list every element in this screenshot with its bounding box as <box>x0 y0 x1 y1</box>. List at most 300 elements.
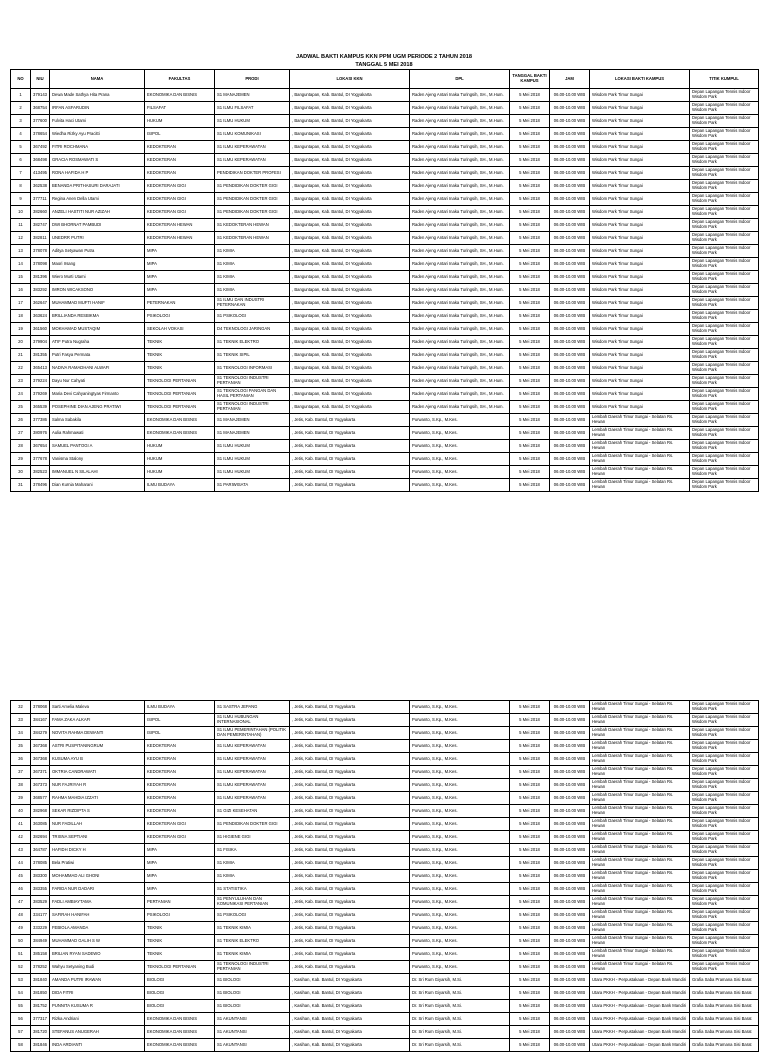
cell-titik-kumpul: Depan Lapangan Tennis Indoor Wisdom Park <box>690 896 759 909</box>
cell-tanggal: 5 Mei 2018 <box>510 258 550 271</box>
cell-no: 22 <box>11 362 31 375</box>
table-row <box>11 870 759 883</box>
cell-dpl: Raden Ajeng Antari Inaka Turingsih, SH., M.Hum. <box>410 219 510 232</box>
cell-tanggal: 5 Mei 2018 <box>510 466 550 479</box>
cell-jam: 06.00-10.00 WIB <box>550 701 590 714</box>
table-row <box>11 89 759 102</box>
cell-no: 33 <box>11 714 31 727</box>
cell-jam: 06.00-10.00 WIB <box>550 440 590 453</box>
cell-dpl: Dr. Sri Rum Giyarsih, M.Si. <box>410 1026 510 1039</box>
cell-titik-kumpul: Depan Lapangan Tennis Indoor Wisdom Park <box>690 479 759 492</box>
cell-jam: 06.00-10.00 WIB <box>550 844 590 857</box>
cell-nama: Wiero Murti Utami <box>50 271 145 284</box>
cell-niu: 382747 <box>31 219 50 232</box>
cell-niu: 363624 <box>31 310 50 323</box>
cell-nama: Wiedha Rizky Ayu Pracitti <box>50 128 145 141</box>
cell-tanggal: 5 Mei 2018 <box>510 310 550 323</box>
table-row <box>11 740 759 753</box>
cell-niu: 362647 <box>31 297 50 310</box>
table-row <box>11 297 759 310</box>
cell-tanggal: 5 Mei 2018 <box>510 193 550 206</box>
cell-no: 44 <box>11 857 31 870</box>
cell-no: 12 <box>11 232 31 245</box>
cell-no: 57 <box>11 1026 31 1039</box>
cell-tanggal: 5 Mei 2018 <box>510 1013 550 1026</box>
cell-nama: Sarti Amelia Maleva <box>50 701 145 714</box>
cell-lokasi-kkn: , Jetis, Kab. Bantul, DI Yogyakarta <box>290 414 410 427</box>
cell-lokasi-bakti: Lembah Daerah Timur Sungai - Selatan Rs. Hewan <box>590 766 690 779</box>
cell-jam: 06.00-10.00 WIB <box>550 193 590 206</box>
cell-dpl: Purwanto, S.Kp., M.Kes. <box>410 831 510 844</box>
table-row <box>11 271 759 284</box>
cell-fakultas: TEKNOLOGI PERTANIAN <box>145 961 215 974</box>
cell-niu: 383300 <box>31 870 50 883</box>
cell-fakultas: EKONOMIKA DAN BISNIS <box>145 1039 215 1052</box>
cell-prodi: S1 TEKNOLOGI INFORMASI <box>215 362 290 375</box>
column-header: TITIK KUMPUL <box>690 70 759 89</box>
cell-no: 6 <box>11 154 31 167</box>
cell-dpl: Purwanto, S.Kp., M.Kes. <box>410 844 510 857</box>
cell-prodi: S1 TEKNOLOGI INDUSTRI PERTANIAN <box>215 961 290 974</box>
cell-jam: 06.00-10.00 WIB <box>550 388 590 401</box>
cell-dpl: Purwanto, S.Kp., M.Kes. <box>410 479 510 492</box>
cell-tanggal: 5 Mei 2018 <box>510 362 550 375</box>
cell-fakultas: KEDOKTERAN <box>145 740 215 753</box>
cell-no: 35 <box>11 740 31 753</box>
table-row <box>11 310 759 323</box>
cell-nama: RONA HAFIDA H P <box>50 167 145 180</box>
cell-nama: MOHAMMAD ALI GHONI <box>50 870 145 883</box>
cell-nama: Salma Sabakila <box>50 414 145 427</box>
cell-titik-kumpul: Depan Lapangan Tennis Indoor Wisdom Park <box>690 935 759 948</box>
cell-no: 52 <box>11 961 31 974</box>
cell-titik-kumpul: Depan Lapangan Tennis Indoor Wisdom Park <box>690 727 759 740</box>
cell-nama: NUR FADILLAH <box>50 818 145 831</box>
cell-nama: BENANDA PRITHASURI DARAJATI <box>50 180 145 193</box>
table-row <box>11 987 759 1000</box>
cell-dpl: Raden Ajeng Antari Inaka Turingsih, SH., M.Hum. <box>410 297 510 310</box>
cell-titik-kumpul: Depan Lapangan Tennis Indoor Wisdom Park <box>690 792 759 805</box>
cell-niu: 380976 <box>31 427 50 440</box>
cell-jam: 06.00-10.00 WIB <box>550 401 590 414</box>
cell-fakultas: MIPA <box>145 883 215 896</box>
table-row <box>11 714 759 727</box>
table-row <box>11 727 759 740</box>
cell-prodi: S1 PSIKOLOGI <box>215 310 290 323</box>
cell-dpl: Raden Ajeng Antari Inaka Turingsih, SH., M.Hum. <box>410 232 510 245</box>
cell-jam: 06.00-10.00 WIB <box>550 740 590 753</box>
cell-niu: 378085 <box>31 857 50 870</box>
cell-nama: Aditya Setyawan Putra <box>50 245 145 258</box>
cell-dpl: Purwanto, S.Kp., M.Kes. <box>410 961 510 974</box>
cell-lokasi-kkn: , Jetis, Kab. Bantul, DI Yogyakarta <box>290 922 410 935</box>
cell-lokasi-bakti: Lembah Daerah Timur Sungai - Selatan Rs. Hewan <box>590 740 690 753</box>
cell-nama: DWI BHORNAT PAMBUDI <box>50 219 145 232</box>
cell-lokasi-kkn: , Kasihan, Kab. Bantul, DI Yogyakarta <box>290 1026 410 1039</box>
cell-fakultas: KEDOKTERAN GIGI <box>145 831 215 844</box>
cell-niu: 381396 <box>31 271 50 284</box>
table-row <box>11 258 759 271</box>
cell-niu: 368754 <box>31 102 50 115</box>
cell-lokasi-kkn: , Banguntapan, Kab. Bantul, DI Yogyakarta <box>290 193 410 206</box>
cell-lokasi-kkn: , Jetis, Kab. Bantul, DI Yogyakarta <box>290 935 410 948</box>
cell-dpl: Raden Ajeng Antari Inaka Turingsih, SH., M.Hum. <box>410 167 510 180</box>
cell-dpl: Purwanto, S.Kp., M.Kes. <box>410 948 510 961</box>
column-header: NAMA <box>50 70 145 89</box>
cell-niu: 382694 <box>31 831 50 844</box>
table-row <box>11 883 759 896</box>
cell-jam: 06.00-10.00 WIB <box>550 115 590 128</box>
cell-lokasi-kkn: , Jetis, Kab. Bantul, DI Yogyakarta <box>290 818 410 831</box>
cell-no: 34 <box>11 727 31 740</box>
cell-tanggal: 5 Mei 2018 <box>510 336 550 349</box>
cell-titik-kumpul: Depan Lapangan Tennis Indoor Wisdom Park <box>690 167 759 180</box>
cell-nama: ANZELI HASTITI NUR AZIZAH <box>50 206 145 219</box>
cell-prodi: S1 PENYULUHAN DAN KOMUNIKASI PERTANIAN <box>215 896 290 909</box>
cell-lokasi-kkn: , Banguntapan, Kab. Bantul, DI Yogyakarta <box>290 167 410 180</box>
cell-niu: 378078 <box>31 245 50 258</box>
cell-titik-kumpul: Depan Lapangan Tennis Indoor Wisdom Park <box>690 232 759 245</box>
cell-lokasi-bakti: Wisdom Park Timur Sungai <box>590 362 690 375</box>
cell-fakultas: MIPA <box>145 245 215 258</box>
table-row <box>11 414 759 427</box>
cell-lokasi-bakti: Lembah Daerah Timur Sungai - Selatan Rs. Hewan <box>590 909 690 922</box>
cell-dpl: Purwanto, S.Kp., M.Kes. <box>410 779 510 792</box>
cell-dpl: Dr. Sri Rum Giyarsih, M.Si. <box>410 1039 510 1052</box>
cell-nama: SAMUEL PANTOGI A <box>50 440 145 453</box>
cell-niu: 367368 <box>31 753 50 766</box>
cell-fakultas: MIPA <box>145 284 215 297</box>
table-row <box>11 922 759 935</box>
cell-niu: 378654 <box>31 128 50 141</box>
cell-fakultas: KEDOKTERAN <box>145 154 215 167</box>
cell-titik-kumpul: Depan Lapangan Tennis Indoor Wisdom Park <box>690 115 759 128</box>
cell-titik-kumpul: Depan Lapangan Tennis Indoor Wisdom Park <box>690 870 759 883</box>
cell-no: 18 <box>11 310 31 323</box>
cell-dpl: Purwanto, S.Kp., M.Kes. <box>410 766 510 779</box>
cell-lokasi-bakti: Wisdom Park Timur Sungai <box>590 323 690 336</box>
cell-jam: 06.00-10.00 WIB <box>550 883 590 896</box>
cell-niu: 363085 <box>31 818 50 831</box>
cell-fakultas: PSIKOLOGI <box>145 310 215 323</box>
cell-jam: 06.00-10.00 WIB <box>550 831 590 844</box>
cell-prodi: S1 AKUNTANSI <box>215 1039 290 1052</box>
cell-prodi: S1 KIMIA <box>215 870 290 883</box>
cell-titik-kumpul: Depan Lapangan Tennis Indoor Wisdom Park <box>690 388 759 401</box>
table-row <box>11 401 759 414</box>
cell-dpl: Raden Ajeng Antari Inaka Turingsih, SH., M.Hum. <box>410 271 510 284</box>
cell-niu: 379269 <box>31 388 50 401</box>
cell-jam: 06.00-10.00 WIB <box>550 375 590 388</box>
cell-dpl: Dr. Sri Rum Giyarsih, M.Si. <box>410 974 510 987</box>
table-row <box>11 323 759 336</box>
cell-lokasi-bakti: Wisdom Park Timur Sungai <box>590 284 690 297</box>
table-row <box>11 909 759 922</box>
cell-niu: 377386 <box>31 414 50 427</box>
cell-niu: 381850 <box>31 987 50 1000</box>
cell-titik-kumpul: Depan Lapangan Tennis Indoor Wisdom Park <box>690 831 759 844</box>
cell-tanggal: 5 Mei 2018 <box>510 818 550 831</box>
cell-titik-kumpul: Depan Lapangan Tennis Indoor Wisdom Park <box>690 89 759 102</box>
table-row <box>11 1000 759 1013</box>
cell-lokasi-kkn: , Jetis, Kab. Bantul, DI Yogyakarta <box>290 909 410 922</box>
cell-tanggal: 5 Mei 2018 <box>510 271 550 284</box>
cell-niu: 378098 <box>31 258 50 271</box>
cell-dpl: Purwanto, S.Kp., M.Kes. <box>410 922 510 935</box>
cell-tanggal: 5 Mei 2018 <box>510 935 550 948</box>
cell-lokasi-bakti: Wisdom Park Timur Sungai <box>590 232 690 245</box>
cell-niu: 378496 <box>31 479 50 492</box>
cell-prodi: S1 STATISTIKA <box>215 883 290 896</box>
cell-jam: 06.00-10.00 WIB <box>550 857 590 870</box>
cell-titik-kumpul: Depan Lapangan Tennis Indoor Wisdom Park <box>690 857 759 870</box>
cell-lokasi-bakti: Utara PKKH - Perpustakaan - Depan Bank Mandiri <box>590 1026 690 1039</box>
cell-prodi: S1 ILMU KEPERAWATAN <box>215 154 290 167</box>
cell-lokasi-bakti: Lembah Daerah Timur Sungai - Selatan Rs. Hewan <box>590 961 690 974</box>
cell-no: 56 <box>11 1013 31 1026</box>
cell-niu: 384279 <box>31 727 50 740</box>
cell-dpl: Raden Ajeng Antari Inaka Turingsih, SH., M.Hum. <box>410 89 510 102</box>
cell-fakultas: KEDOKTERAN <box>145 766 215 779</box>
cell-no: 11 <box>11 219 31 232</box>
cell-fakultas: MIPA <box>145 870 215 883</box>
cell-fakultas: MIPA <box>145 857 215 870</box>
cell-nama: IRFAN ASFARUDIN <box>50 102 145 115</box>
cell-niu: 368577 <box>31 792 50 805</box>
cell-lokasi-bakti: Utara PKKH - Perpustakaan - Depan Bank Mandiri <box>590 987 690 1000</box>
cell-niu: 383529 <box>31 896 50 909</box>
cell-no: 53 <box>11 974 31 987</box>
cell-nama: Dayu Nur Cahyati <box>50 375 145 388</box>
cell-lokasi-bakti: Wisdom Park Timur Sungai <box>590 115 690 128</box>
cell-tanggal: 5 Mei 2018 <box>510 128 550 141</box>
cell-no: 42 <box>11 831 31 844</box>
document-title <box>10 45 758 69</box>
cell-jam: 06.00-10.00 WIB <box>550 909 590 922</box>
cell-tanggal: 5 Mei 2018 <box>510 154 550 167</box>
cell-prodi: S1 BIOLOGI <box>215 1000 290 1013</box>
cell-lokasi-bakti: Lembah Daerah Timur Sungai - Selatan Rs. Hewan <box>590 701 690 714</box>
cell-prodi: S1 HIGIENE GIGI <box>215 831 290 844</box>
cell-fakultas: EKONOMIKA DAN BISNIS <box>145 1026 215 1039</box>
cell-dpl: Purwanto, S.Kp., M.Kes. <box>410 805 510 818</box>
cell-lokasi-bakti: Wisdom Park Timur Sungai <box>590 401 690 414</box>
cell-niu: 381720 <box>31 1026 50 1039</box>
cell-niu: 381846 <box>31 1039 50 1052</box>
cell-nama: DIDA FITRI <box>50 987 145 1000</box>
cell-lokasi-kkn: , Jetis, Kab. Bantul, DI Yogyakarta <box>290 870 410 883</box>
cell-titik-kumpul: Depan Lapangan Tennis Indoor Wisdom Park <box>690 310 759 323</box>
cell-niu: 333229 <box>31 922 50 935</box>
cell-fakultas: EKONOMIKA DAN BISNIS <box>145 427 215 440</box>
cell-no: 45 <box>11 870 31 883</box>
cell-no: 26 <box>11 414 31 427</box>
cell-lokasi-bakti: Lembah Daerah Timur Sungai - Selatan Rs. Hewan <box>590 857 690 870</box>
cell-no: 41 <box>11 818 31 831</box>
cell-prodi: S1 ILMU HUBUNGAN INTERNASIONAL <box>215 714 290 727</box>
cell-lokasi-kkn: , Banguntapan, Kab. Bantul, DI Yogyakarta <box>290 258 410 271</box>
cell-fakultas: PSIKOLOGI <box>145 909 215 922</box>
cell-dpl: Purwanto, S.Kp., M.Kes. <box>410 727 510 740</box>
cell-niu: 382968 <box>31 805 50 818</box>
cell-lokasi-bakti: Lembah Daerah Timur Sungai - Selatan Rs. Hewan <box>590 818 690 831</box>
cell-nama: FAMA ZAKA ALKAFI <box>50 714 145 727</box>
cell-dpl: Purwanto, S.Kp., M.Kes. <box>410 701 510 714</box>
cell-prodi: S1 TEKNIK ELEKTRO <box>215 935 290 948</box>
cell-niu: 385158 <box>31 948 50 961</box>
cell-niu: 381355 <box>31 349 50 362</box>
cell-nama: Maori Irsang <box>50 258 145 271</box>
cell-lokasi-kkn: , Banguntapan, Kab. Bantul, DI Yogyakarta <box>290 128 410 141</box>
cell-tanggal: 5 Mei 2018 <box>510 349 550 362</box>
cell-lokasi-kkn: , Banguntapan, Kab. Bantul, DI Yogyakarta <box>290 271 410 284</box>
cell-titik-kumpul: Depan Lapangan Tennis Indoor Wisdom Park <box>690 948 759 961</box>
cell-fakultas: PERTANIAN <box>145 896 215 909</box>
cell-prodi: S1 ILMU KEPERAWATAN <box>215 766 290 779</box>
cell-no: 7 <box>11 167 31 180</box>
cell-tanggal: 5 Mei 2018 <box>510 805 550 818</box>
cell-jam: 06.00-10.00 WIB <box>550 948 590 961</box>
cell-prodi: S1 KIMIA <box>215 258 290 271</box>
column-header: JAM <box>550 70 590 89</box>
cell-prodi: S1 ILMU HUKUM <box>215 453 290 466</box>
cell-niu: 362538 <box>31 180 50 193</box>
cell-jam: 06.00-10.00 WIB <box>550 219 590 232</box>
cell-jam: 06.00-10.00 WIB <box>550 714 590 727</box>
cell-no: 23 <box>11 375 31 388</box>
cell-lokasi-bakti: Wisdom Park Timur Sungai <box>590 258 690 271</box>
cell-nama: Wahyu Setyaning Budi <box>50 961 145 974</box>
cell-no: 50 <box>11 935 31 948</box>
cell-nama: HAFIDH DICKY H <box>50 844 145 857</box>
cell-titik-kumpul: Depan Lapangan Tennis Indoor Wisdom Park <box>690 128 759 141</box>
cell-lokasi-bakti: Wisdom Park Timur Sungai <box>590 375 690 388</box>
cell-no: 31 <box>11 479 31 492</box>
cell-tanggal: 5 Mei 2018 <box>510 1000 550 1013</box>
cell-dpl: Raden Ajeng Antari Inaka Turingsih, SH., M.Hum. <box>410 336 510 349</box>
cell-lokasi-kkn: , Jetis, Kab. Bantul, DI Yogyakarta <box>290 844 410 857</box>
cell-no: 14 <box>11 258 31 271</box>
table-row <box>11 857 759 870</box>
cell-lokasi-bakti: Utara PKKH - Perpustakaan - Depan Bank Mandiri <box>590 1039 690 1052</box>
cell-fakultas: FILSAFAT <box>145 102 215 115</box>
cell-prodi: S1 KIMIA <box>215 284 290 297</box>
schedule-page-2 <box>10 700 758 1052</box>
cell-prodi: S1 MANAJEMEN <box>215 427 290 440</box>
cell-lokasi-kkn: , Banguntapan, Kab. Bantul, DI Yogyakarta <box>290 349 410 362</box>
table-row <box>11 336 759 349</box>
cell-prodi: S1 MANAJEMEN <box>215 89 290 102</box>
cell-dpl: Purwanto, S.Kp., M.Kes. <box>410 427 510 440</box>
cell-jam: 06.00-10.00 WIB <box>550 154 590 167</box>
cell-titik-kumpul: Depan Lapangan Tennis Indoor Wisdom Park <box>690 336 759 349</box>
cell-tanggal: 5 Mei 2018 <box>510 961 550 974</box>
cell-no: 3 <box>11 115 31 128</box>
cell-dpl: Dr. Sri Rum Giyarsih, M.Si. <box>410 1013 510 1026</box>
cell-prodi: S1 ILMU HUKUM <box>215 466 290 479</box>
cell-prodi: S1 ILMU KEPERAWATAN <box>215 779 290 792</box>
cell-niu: 361560 <box>31 323 50 336</box>
cell-jam: 06.00-10.00 WIB <box>550 206 590 219</box>
cell-niu: 383355 <box>31 883 50 896</box>
cell-fakultas: PETERNAKAN <box>145 297 215 310</box>
cell-nama: SEKAR RIZDIPTA S <box>50 805 145 818</box>
cell-lokasi-kkn: , Banguntapan, Kab. Bantul, DI Yogyakarta <box>290 206 410 219</box>
cell-tanggal: 5 Mei 2018 <box>510 479 550 492</box>
cell-fakultas: SEKOLAH VOKASI <box>145 323 215 336</box>
cell-fakultas: KEDOKTERAN GIGI <box>145 818 215 831</box>
cell-titik-kumpul: Depan Lapangan Tennis Indoor Wisdom Park <box>690 766 759 779</box>
table-row <box>11 284 759 297</box>
cell-jam: 06.00-10.00 WIB <box>550 896 590 909</box>
column-header: PRODI <box>215 70 290 89</box>
cell-lokasi-bakti: Lembah Daerah Timur Sungai - Selatan Rs. Hewan <box>590 753 690 766</box>
cell-dpl: Dr. Sri Rum Giyarsih, M.Si. <box>410 987 510 1000</box>
cell-lokasi-kkn: , Jetis, Kab. Bantul, DI Yogyakarta <box>290 701 410 714</box>
table-row <box>11 805 759 818</box>
cell-nama: IMRON WICAKSONO <box>50 284 145 297</box>
cell-lokasi-kkn: , Banguntapan, Kab. Bantul, DI Yogyakarta <box>290 388 410 401</box>
cell-niu: 378252 <box>31 961 50 974</box>
cell-prodi: S1 TEKNIK KIMIA <box>215 948 290 961</box>
cell-prodi: S1 ILMU KEPERAWATAN <box>215 740 290 753</box>
cell-nama: SAFIRAH HANIFAH <box>50 909 145 922</box>
cell-lokasi-bakti: Wisdom Park Timur Sungai <box>590 336 690 349</box>
cell-lokasi-bakti: Wisdom Park Timur Sungai <box>590 128 690 141</box>
cell-dpl: Raden Ajeng Antari Inaka Turingsih, SH., M.Hum. <box>410 141 510 154</box>
cell-nama: RAHMA MAHDIA IZZATI <box>50 792 145 805</box>
table-row <box>11 896 759 909</box>
cell-lokasi-kkn: , Banguntapan, Kab. Bantul, DI Yogyakarta <box>290 89 410 102</box>
cell-fakultas: KEDOKTERAN <box>145 753 215 766</box>
table-row <box>11 440 759 453</box>
cell-niu: 379224 <box>31 375 50 388</box>
cell-niu: 382811 <box>31 232 50 245</box>
cell-fakultas: KEDOKTERAN GIGI <box>145 180 215 193</box>
cell-no: 5 <box>11 141 31 154</box>
cell-dpl: Purwanto, S.Kp., M.Kes. <box>410 857 510 870</box>
cell-lokasi-bakti: Lembah Daerah Timur Sungai - Selatan Rs. Hewan <box>590 844 690 857</box>
cell-prodi: S1 AKUNTANSI <box>215 1013 290 1026</box>
cell-niu: 378068 <box>31 701 50 714</box>
cell-prodi: S1 PENDIDIKAN DOKTER GIGI <box>215 180 290 193</box>
cell-prodi: S1 TEKNIK KIMIA <box>215 922 290 935</box>
cell-tanggal: 5 Mei 2018 <box>510 206 550 219</box>
cell-lokasi-bakti: Lembah Daerah Timur Sungai - Selatan Rs. Hewan <box>590 948 690 961</box>
cell-lokasi-kkn: , Kasihan, Kab. Bantul, DI Yogyakarta <box>290 987 410 1000</box>
cell-titik-kumpul: Depan Lapangan Tennis Indoor Wisdom Park <box>690 961 759 974</box>
cell-lokasi-kkn: , Jetis, Kab. Bantul, DI Yogyakarta <box>290 896 410 909</box>
cell-nama: Dian Kurnia Maharani <box>50 479 145 492</box>
cell-tanggal: 5 Mei 2018 <box>510 284 550 297</box>
cell-lokasi-bakti: Wisdom Park Timur Sungai <box>590 310 690 323</box>
cell-dpl: Purwanto, S.Kp., M.Kes. <box>410 440 510 453</box>
column-header: DPL <box>410 70 510 89</box>
cell-no: 48 <box>11 909 31 922</box>
cell-niu: 365413 <box>31 362 50 375</box>
table-row <box>11 701 759 714</box>
cell-nama: FITRI ROCHMANA <box>50 141 145 154</box>
cell-tanggal: 5 Mei 2018 <box>510 766 550 779</box>
cell-lokasi-bakti: Wisdom Park Timur Sungai <box>590 388 690 401</box>
cell-lokasi-bakti: Lembah Daerah Timur Sungai - Selatan Rs. Hewan <box>590 883 690 896</box>
cell-fakultas: KEDOKTERAN GIGI <box>145 193 215 206</box>
table-row <box>11 479 759 492</box>
cell-niu: 377678 <box>31 453 50 466</box>
column-header: FAKULTAS <box>145 70 215 89</box>
cell-prodi: S1 MANAJEMEN <box>215 414 290 427</box>
cell-no: 32 <box>11 701 31 714</box>
